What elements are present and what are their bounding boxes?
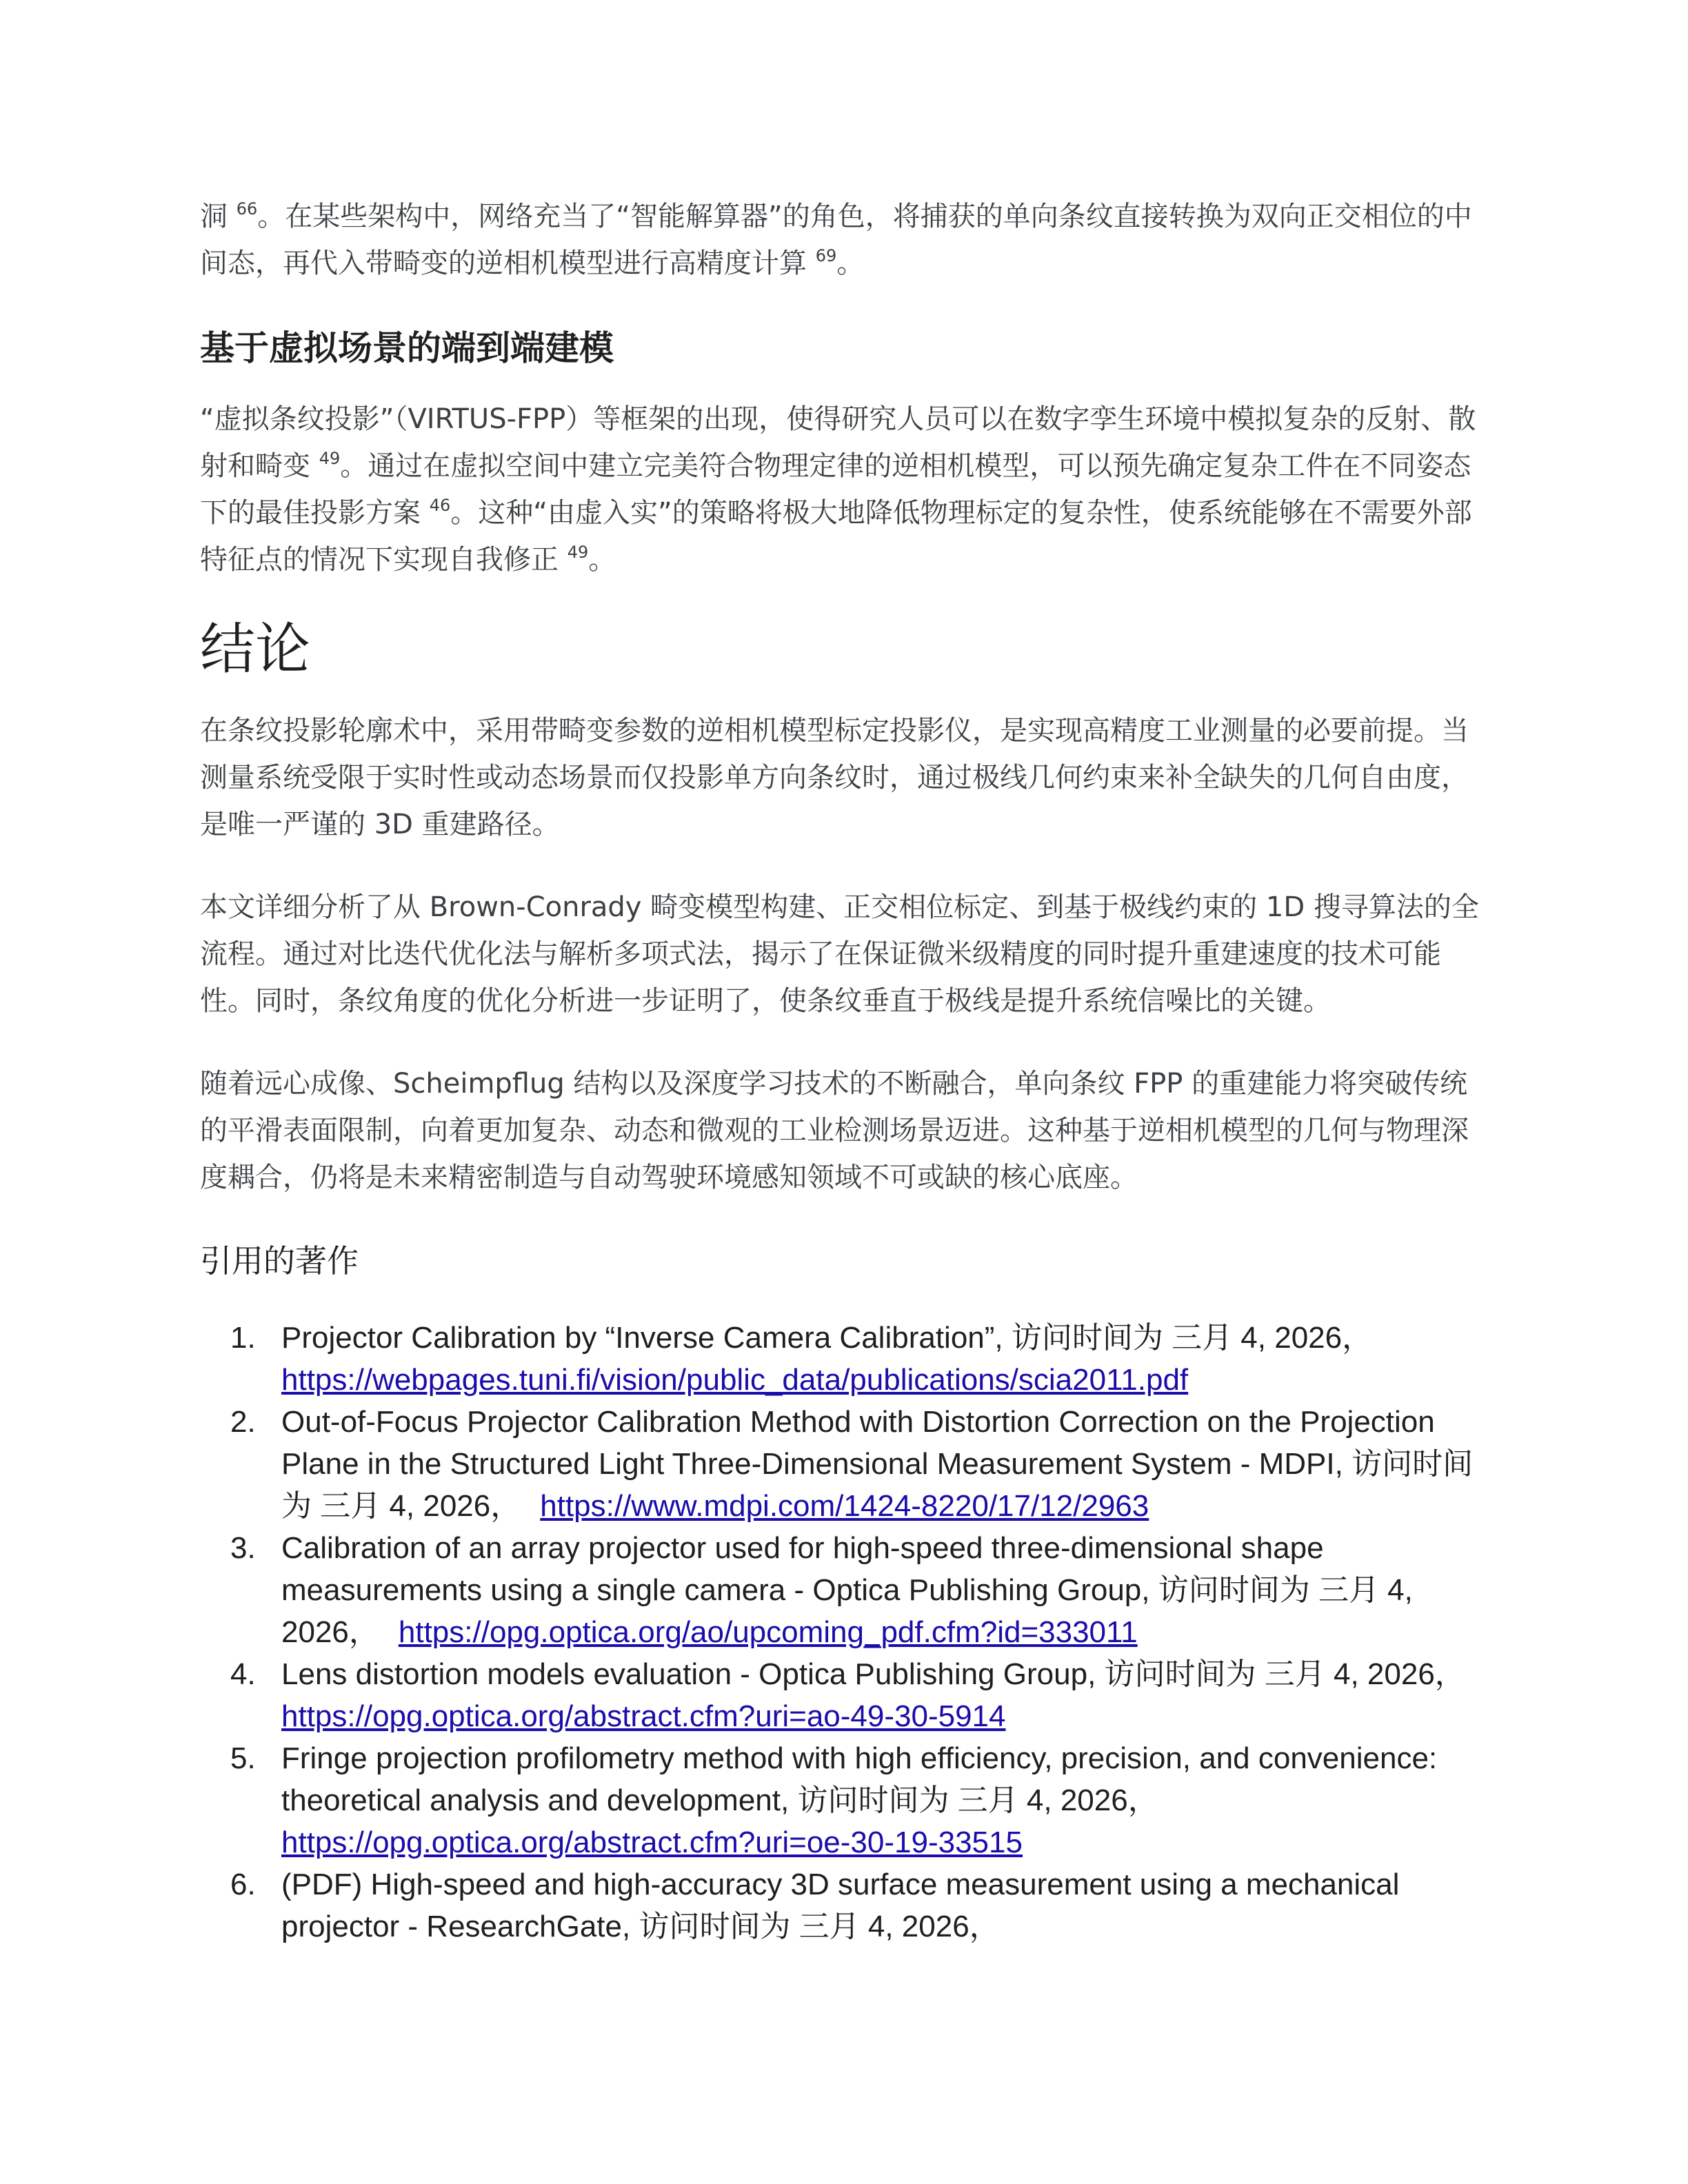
text-run: 。通过在虚拟空间中建立完美符合物理定律的逆相机模型，可以预先确定复杂工件在不同姿态下的最佳投影方案 [200,450,1471,529]
paragraph-gap [200,848,1489,884]
citation-marker: 66 [236,199,258,219]
reference-link[interactable]: https://webpages.tuni.fi/vision/public_data/publications/scia2011.pdf [281,1363,1189,1397]
conclusion-paragraph-1: 在条纹投影轮廓术中，采用带畸变参数的逆相机模型标定投影仪，是实现高精度工业测量的必要前提。当测量系统受限于实时性或动态场景而仅投影单方向条纹时，通过极线几何约束来补全缺失的几何自由度，是唯一严谨的 3D 重建路径。 [200,715,1469,840]
text-run: 洞 [200,201,228,232]
reference-item [200,1863,1489,1948]
conclusion-paragraph-3: 随着远心成像、Scheimpflug 结构以及深度学习技术的不断融合，单向条纹 FPP 的重建能力将突破传统的平滑表面限制，向着更加复杂、动态和微观的工业检测场景迈进。这种基于逆相机模型的几何与物理深度耦合，仍将是未来精密制造与自动驾驶环境感知领域不可或缺的核心底座。 [200,1068,1469,1193]
reference-link[interactable]: https://www.mdpi.com/1424-8220/17/12/2963 [540,1489,1149,1523]
text-run: 。在某些架构中，网络充当了“智能解算器”的角色，将捕获的单向条纹直接转换为双向正交相位的中间态，再代入带畸变的逆相机模型进行高精度计算 [200,201,1472,279]
citation-marker: 49 [319,448,341,468]
reference-item [200,1653,1489,1737]
conclusion-heading: 结论 [200,617,310,681]
reference-item [200,1317,1489,1401]
text-run: 。这种“由虚入实”的策略将极大地降低物理标定的复杂性，使系统能够在不需要外部特征点的情况下实现自我修正 [200,497,1472,576]
citation-marker: 46 [429,495,451,515]
reference-item [200,1401,1489,1527]
virtual-modeling-paragraph [200,396,1489,583]
reference-item [200,1527,1489,1653]
reference-number: 2. [230,1405,256,1439]
reference-link[interactable]: https://opg.optica.org/abstract.cfm?uri=oe-30-19-33515 [281,1826,1023,1859]
document-page [200,193,1489,1948]
reference-number: 3. [230,1531,256,1565]
citation-marker: 49 [567,542,589,562]
text-run: 。 [588,544,616,576]
text-run: 。 [836,247,865,279]
citation-marker: 69 [815,245,837,265]
references-heading: 引用的著作 [200,1242,359,1280]
reference-number: 5. [230,1741,256,1775]
intro-paragraph [200,193,1489,287]
conclusion-paragraph-2: 本文详细分析了从 Brown-Conrady 畸变模型构建、正交相位标定、到基于极线约束的 1D 搜寻算法的全流程。通过对比迭代优化法与解析多项式法，揭示了在保证微米级精度的同时提升重建速度的技术可能性。同时，条纹角度的优化分析进一步证明了，使条纹垂直于极线是提升系统信噪比的关键。 [200,891,1479,1017]
reference-text: Calibration of an array projector used for high-speed three-dimensional shape measurements using a single camera - Optica Publishing Group, 访问时间为 三月 4, 2026， [281,1531,1413,1649]
text-run: “虚拟条纹投影”（VIRTUS-FPP）等框架的出现，使得研究人员可以在数字孪生环境中模拟复杂的反射、散射和畸变 [200,403,1476,482]
reference-link[interactable]: https://opg.optica.org/ao/upcoming_pdf.cfm?id=333011 [398,1615,1138,1649]
reference-text: Lens distortion models evaluation - Optica Publishing Group, 访问时间为 三月 4, 2026， [281,1657,1465,1691]
section-heading-virtual-modeling: 基于虚拟场景的端到端建模 [200,328,614,368]
reference-text: Out-of-Focus Projector Calibration Method with Distortion Correction on the Projection Plane in the Structured Light Three-Dimensional Measurement System - MDPI, 访问时间为 三月 4, 2026， [281,1405,1474,1523]
reference-item [200,1737,1489,1863]
reference-number: 4. [230,1657,256,1691]
reference-text: Fringe projection profilometry method with high efficiency, precision, and convenience: theoretical analysis and development, 访问时间为 三月 4, 2026， [281,1741,1438,1817]
paragraph-gap [200,1024,1489,1060]
reference-number: 1. [230,1321,256,1355]
reference-text: (PDF) High-speed and high-accuracy 3D surface measurement using a mechanical projector - ResearchGate, 访问时间为 三月 4, 2026， [281,1868,1400,1943]
reference-text: Projector Calibration by “Inverse Camera Calibration”, 访问时间为 三月 4, 2026， [281,1321,1373,1355]
references-list [200,1317,1489,1948]
reference-number: 6. [230,1868,256,1901]
reference-link[interactable]: https://opg.optica.org/abstract.cfm?uri=ao-49-30-5914 [281,1699,1006,1733]
